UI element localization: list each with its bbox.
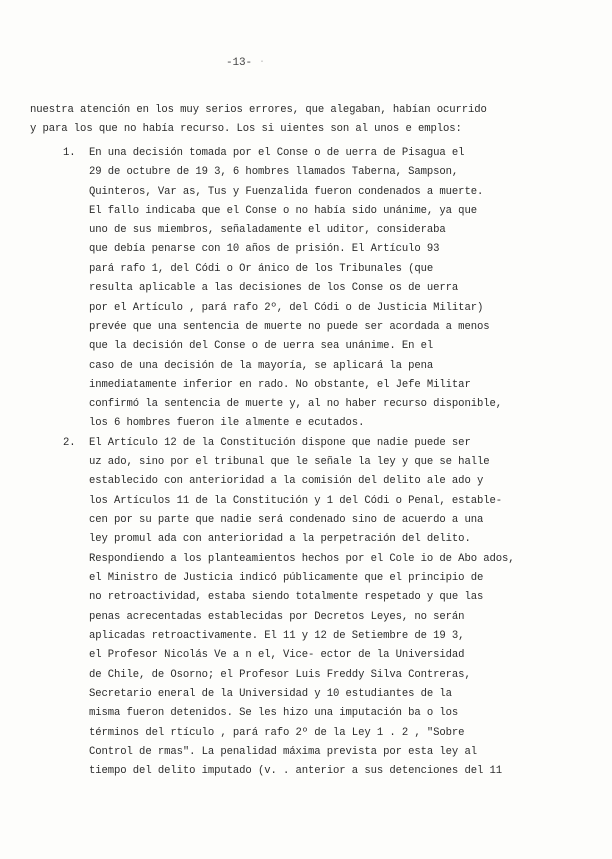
paragraph-line: misma fueron detenidos. Se les hizo una imputación ba o los: [89, 707, 459, 719]
paragraph-line: Secretario eneral de la Universidad y 10 estudiantes de la: [89, 688, 452, 700]
paragraph-line: caso de una decisión de la mayoría, se aplicará la pena: [89, 360, 434, 372]
paragraph-line: Control de rmas". La penalidad máxima prevista por esta ley al: [89, 746, 477, 758]
paragraph-line: tiempo del delito imputado (v. . anterior a sus detenciones del 11: [89, 765, 502, 777]
page-number: -13-: [226, 57, 253, 69]
item-number: 2.: [63, 437, 76, 449]
paragraph-line: el Ministro de Justicia indicó públicamente que el principio de: [89, 572, 484, 584]
paragraph-line: El fallo indicaba que el Conse o no había sido unánime, ya que: [89, 205, 477, 217]
paragraph-line: que la decisión del Conse o de uerra sea unánime. En el: [89, 340, 434, 352]
paragraph-line: por el Artículo , pará rafo 2º, del Códi o de Justicia Militar): [89, 302, 484, 314]
paragraph-line: uno de sus miembros, señaladamente el uditor, consideraba: [89, 224, 446, 236]
paragraph-line: resulta aplicable a las decisiones de los Conse os de uerra: [89, 282, 459, 294]
paragraph-line: uz ado, sino por el tribunal que le señale la ley y que se halle: [89, 456, 490, 468]
item-number: 1.: [63, 147, 76, 159]
paragraph-line: Respondiendo a los planteamientos hechos por el Cole io de Abo ados,: [89, 553, 515, 565]
paragraph-line: penas acrecentadas establecidas por Decretos Leyes, no serán: [89, 611, 465, 623]
paragraph-line: cen por su parte que nadie será condenado sino de acuerdo a una: [89, 514, 484, 526]
intro-line: y para los que no había recurso. Los si uientes son al unos e emplos:: [30, 123, 462, 135]
paragraph-line: aplicadas retroactivamente. El 11 y 12 de Setiembre de 19 3,: [89, 630, 465, 642]
paragraph-line: términos del rtículo , pará rafo 2º de la Ley 1 . 2 , "Sobre: [89, 727, 465, 739]
paragraph-line: ley promul ada con anterioridad a la perpetración del delito.: [89, 533, 471, 545]
paragraph-line: pará rafo 1, del Códi o Or ánico de los Tribunales (que: [89, 263, 434, 275]
paragraph-line: El Artículo 12 de la Constitución dispone que nadie puede ser: [89, 437, 471, 449]
paragraph-line: de Chile, de Osorno; el Profesor Luis Freddy Silva Contreras,: [89, 669, 471, 681]
paragraph-line: inmediatamente inferior en rado. No obstante, el Jefe Militar: [89, 379, 471, 391]
paragraph-line: Quinteros, Var as, Tus y Fuenzalida fueron condenados a muerte.: [89, 186, 484, 198]
paragraph-line: prevée que una sentencia de muerte no puede ser acordada a menos: [89, 321, 490, 333]
paragraph-line: los 6 hombres fueron ile almente e ecutados.: [89, 417, 365, 429]
paragraph-line: que debía penarse con 10 años de prisión. El Artículo 93: [89, 243, 440, 255]
stray-mark: ·: [259, 57, 265, 68]
paragraph-line: no retroactividad, estaba siendo totalmente respetado y que las: [89, 591, 484, 603]
paragraph-line: establecido con anterioridad a la comisión del delito ale ado y: [89, 475, 484, 487]
intro-line: nuestra atención en los muy serios errores, que alegaban, habían ocurrido: [30, 104, 487, 116]
paragraph-line: En una decisión tomada por el Conse o de uerra de Pisagua el: [89, 147, 465, 159]
paragraph-line: el Profesor Nicolás Ve a n el, Vice- ector de la Universidad: [89, 649, 465, 661]
paragraph-line: 29 de octubre de 19 3, 6 hombres llamados Taberna, Sampson,: [89, 166, 459, 178]
paragraph-line: los Artículos 11 de la Constitución y 1 del Códi o Penal, estable-: [89, 495, 502, 507]
paragraph-line: confirmó la sentencia de muerte y, al no haber recurso disponible,: [89, 398, 502, 410]
